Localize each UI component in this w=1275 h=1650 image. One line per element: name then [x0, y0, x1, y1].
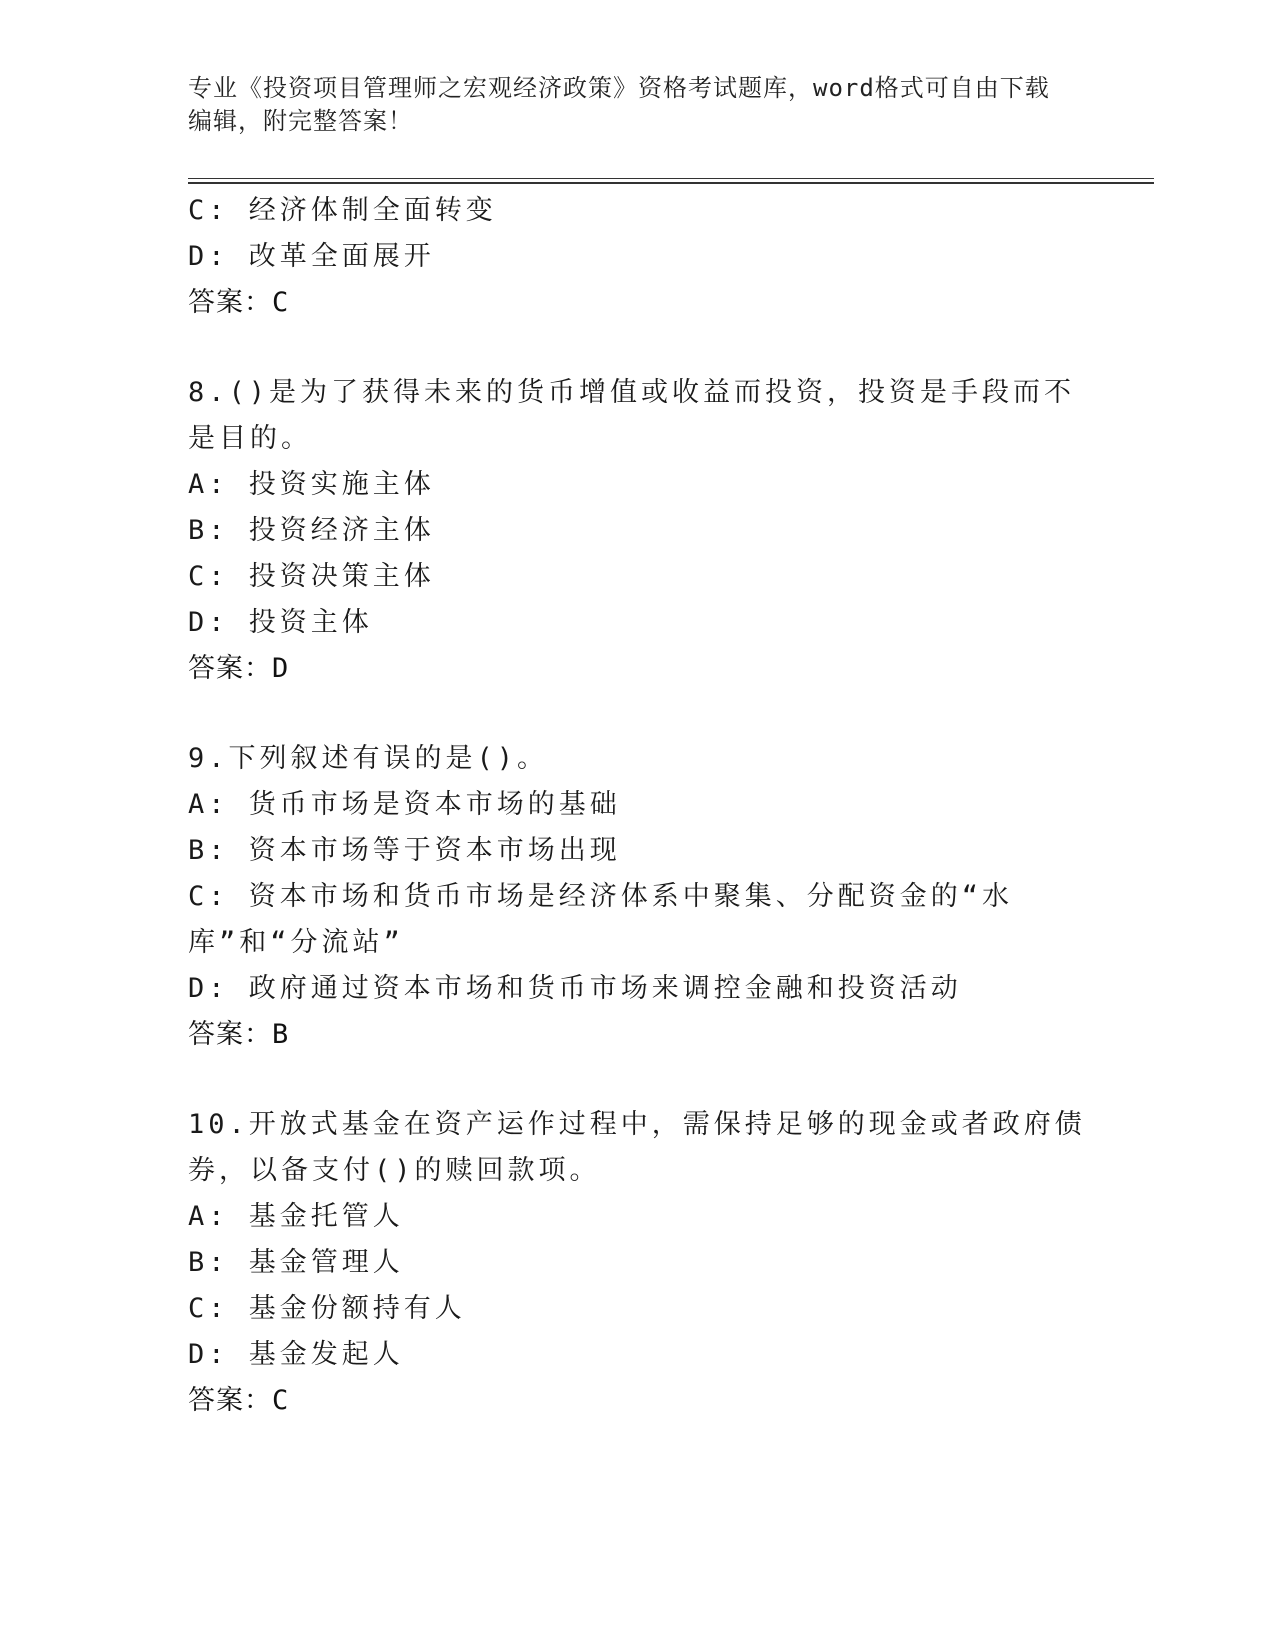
option-label: A — [188, 789, 209, 820]
answer-line — [188, 646, 1088, 692]
option-text: 投资主体 — [248, 607, 373, 638]
option-label: B — [188, 515, 209, 546]
option-text: 基金托管人 — [248, 1201, 404, 1232]
header-divider-thin — [188, 178, 1154, 179]
option-c: C: 经济体制全面转变 — [188, 195, 497, 226]
answer-value: C — [272, 287, 290, 318]
option-text: 投资决策主体 — [248, 561, 435, 592]
option-label: C — [188, 561, 209, 592]
option-d: D: 投资主体 — [188, 607, 373, 638]
answer-label: 答案： — [188, 287, 272, 318]
option-text: 基金份额持有人 — [248, 1293, 466, 1324]
option-text: 投资实施主体 — [248, 469, 435, 500]
option-label: C — [188, 881, 209, 912]
option-label: A — [188, 469, 209, 500]
option-label: C — [188, 195, 209, 226]
answer-value: C — [272, 1385, 290, 1416]
option-d: D: 改革全面展开 — [188, 241, 435, 272]
option-text: 基金发起人 — [248, 1339, 404, 1370]
question-block — [188, 1102, 1088, 1424]
question-stem: 8.()是为了获得未来的货币增值或收益而投资，投资是手段而不是目的。 — [188, 377, 1076, 454]
question-stem: 10.开放式基金在资产运作过程中，需保持足够的现金或者政府债券，以备支付()的赎回款项。 — [188, 1109, 1086, 1186]
option-label: D — [188, 1339, 209, 1370]
option-a: A: 投资实施主体 — [188, 469, 435, 500]
question-block — [188, 370, 1088, 692]
option-label: D — [188, 241, 209, 272]
option-label: D — [188, 607, 209, 638]
option-c: C: 资本市场和货币市场是经济体系中聚集、分配资金的“水库”和“分流站” — [188, 881, 1014, 958]
option-label: C — [188, 1293, 209, 1324]
question-content — [188, 188, 1088, 1424]
option-c: C: 基金份额持有人 — [188, 1293, 466, 1324]
option-text: 改革全面展开 — [248, 241, 435, 272]
option-d: D: 基金发起人 — [188, 1339, 404, 1370]
option-a: A: 货币市场是资本市场的基础 — [188, 789, 621, 820]
option-text: 资本市场等于资本市场出现 — [248, 835, 621, 866]
answer-line — [188, 1378, 1088, 1424]
option-text: 政府通过资本市场和货币市场来调控金融和投资活动 — [248, 973, 962, 1004]
option-c: C: 投资决策主体 — [188, 561, 435, 592]
option-b: B: 基金管理人 — [188, 1247, 404, 1278]
option-label: B — [188, 835, 209, 866]
option-text: 投资经济主体 — [248, 515, 435, 546]
answer-label: 答案： — [188, 1385, 272, 1416]
answer-label: 答案： — [188, 1019, 272, 1050]
option-text: 经济体制全面转变 — [248, 195, 497, 226]
option-b: B: 资本市场等于资本市场出现 — [188, 835, 621, 866]
option-a: A: 基金托管人 — [188, 1201, 404, 1232]
answer-value: B — [272, 1019, 290, 1050]
option-d: D: 政府通过资本市场和货币市场来调控金融和投资活动 — [188, 973, 962, 1004]
answer-value: D — [272, 653, 290, 684]
answer-line — [188, 1012, 1088, 1058]
option-text: 货币市场是资本市场的基础 — [248, 789, 621, 820]
option-text: 资本市场和货币市场是经济体系中聚集、分配资金的“水库”和“分流站” — [188, 881, 1014, 958]
question-block — [188, 736, 1088, 1058]
option-label: D — [188, 973, 209, 1004]
option-label: A — [188, 1201, 209, 1232]
option-label: B — [188, 1247, 209, 1278]
question-stem: 9.下列叙述有误的是()。 — [188, 743, 549, 774]
document-header: 专业《投资项目管理师之宏观经济政策》资格考试题库，word格式可自由下载编辑，附完整答案！ — [188, 74, 1050, 135]
prev-question-block — [188, 188, 1088, 326]
answer-label: 答案： — [188, 653, 272, 684]
option-b: B: 投资经济主体 — [188, 515, 435, 546]
header-divider-thick — [188, 182, 1154, 184]
answer-line — [188, 280, 1088, 326]
option-text: 基金管理人 — [248, 1247, 404, 1278]
